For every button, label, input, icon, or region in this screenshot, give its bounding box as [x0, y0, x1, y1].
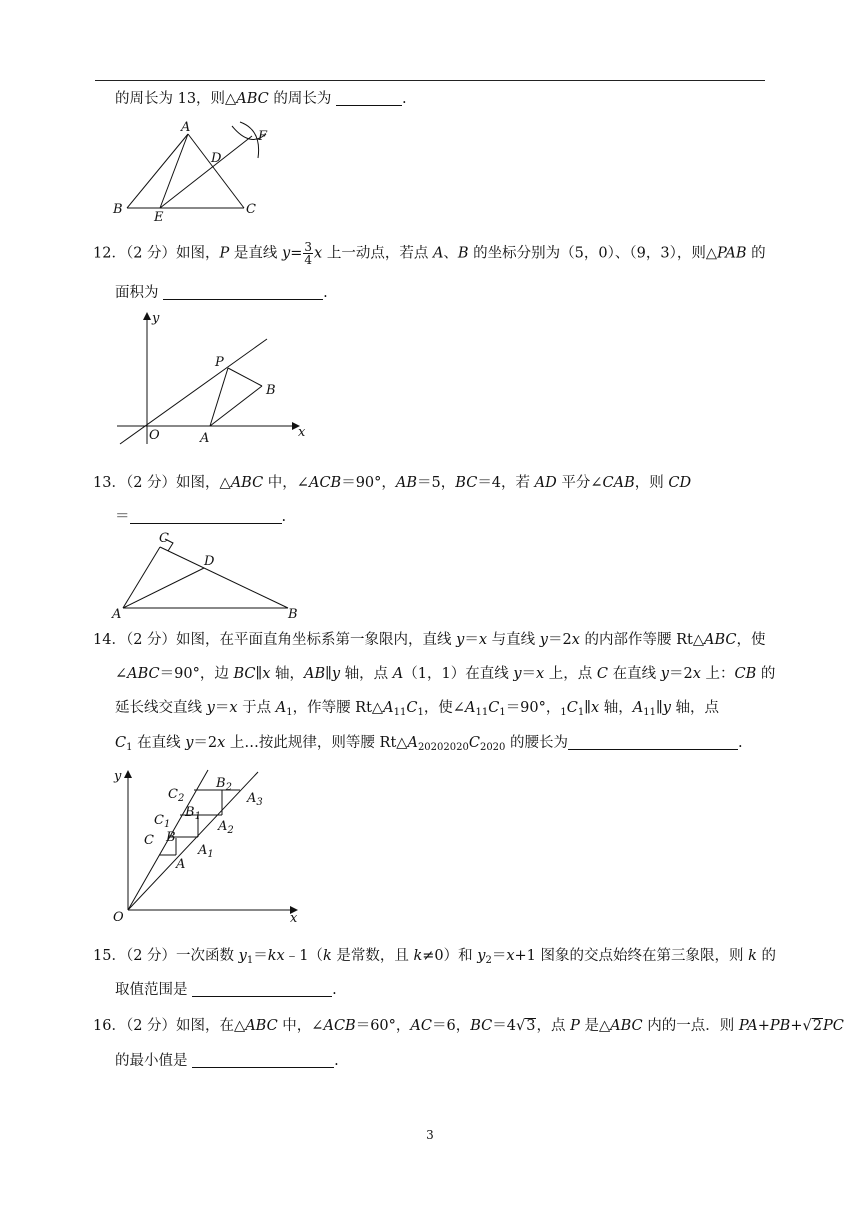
q14-number: 14． — [93, 632, 126, 648]
q11-text: 的周长为 13，则△ — [115, 91, 237, 107]
fig12-label-y: y — [152, 311, 160, 326]
fig14-label-c: C — [144, 833, 154, 848]
q12-score: （2 分） — [125, 245, 177, 262]
figure-q12 — [112, 306, 312, 446]
fig14-label-c2: $C_2$ — [168, 787, 185, 804]
q16-line2: 的最小值是 . — [115, 1053, 339, 1069]
q14-line3: 延长线交直线 y＝x 于点 $A_1$，作等腰 $Rt\triangle A_{11}C_1$，使$\angle A_{11}C_1=90^\circ$，$_1C_1\parallel x$ 轴，$A_{11}\parallel y$ 轴，点 — [115, 700, 719, 718]
q16-sqrt3: 3 — [526, 1018, 536, 1034]
fig14-label-b: B — [166, 830, 176, 845]
fig11-label-f: F — [258, 129, 268, 144]
q15-line2: 取值范围是 . — [115, 982, 337, 998]
q16-line1: 16．（2 分）如图，在△ABC 中，∠ACB＝60°，AC＝6，BC＝4√3，点 P 是△ABC 内的一点．则 PA+PB+√2PC — [93, 1018, 844, 1034]
fig14-label-x: x — [290, 911, 298, 926]
q13-answer-blank[interactable] — [130, 509, 282, 524]
fig12-segment-pa — [210, 368, 228, 426]
fig13-side-cb — [160, 547, 288, 608]
fig12-label-o: O — [149, 428, 160, 443]
fig13-label-a: A — [112, 607, 122, 622]
fig13-label-d: D — [204, 554, 215, 569]
q12-line1: 12．（2 分）如图，P 是直线 y= $\frac{3}{4}$ x 上一动点，若点 A、B 的坐标分别为（5，0）、（9，3），则△PAB 的 — [93, 240, 766, 267]
fig14-label-b2: $B_2$ — [216, 776, 232, 793]
q16-answer-blank[interactable] — [192, 1053, 334, 1068]
fig14-label-y: y — [114, 769, 122, 784]
q11-tail-line: 的周长为 13，则△ABC 的周长为 . — [115, 91, 407, 107]
fig11-label-d: D — [211, 151, 222, 166]
q16-number: 16． — [93, 1018, 126, 1034]
fig14-label-c1: $C_1$ — [154, 813, 171, 830]
fig11-side-ac — [188, 134, 244, 208]
fig13-label-b: B — [288, 607, 298, 622]
fig14-label-a: A — [176, 857, 186, 872]
q12-number: 12． — [93, 245, 126, 262]
q14-line2: ∠ABC＝90°，边 BC∥x 轴，AB∥y 轴，点 A（1，1）在直线 y＝x 上，点 C 在直线 y＝2x 上：CB 的 — [115, 666, 776, 682]
figure-q14 — [108, 762, 308, 930]
fig12-label-b: B — [266, 383, 276, 398]
q14-line1: 14．（2 分）如图，在平面直角坐标系第一象限内，直线 y＝x 与直线 y＝2x 的内部作等腰 Rt△ABC，使 — [93, 632, 766, 648]
fig11-label-b: B — [113, 202, 123, 217]
q12-answer-blank[interactable] — [163, 285, 323, 300]
q11-abc: ABC — [236, 91, 269, 107]
fig13-label-c: C — [159, 531, 169, 546]
figure-q13 — [108, 530, 308, 622]
q16-score: （2 分） — [125, 1018, 177, 1034]
fig11-side-ab — [127, 134, 188, 208]
fig11-label-e: E — [154, 210, 164, 225]
fig12-label-a: A — [200, 431, 210, 446]
fig12-line-y34x — [120, 339, 267, 444]
q12-fraction: $\frac{3}{4}$ — [304, 240, 313, 267]
fig12-label-x: x — [298, 425, 306, 440]
fig14-label-o: O — [113, 910, 124, 925]
q14-line4: $C_1$ 在直线 y＝2x 上…按此规律，则等腰 $Rt\triangle A_{20202020}C_{2020}$ 的腰长为 . — [115, 735, 743, 753]
q12-line2: 面积为 . — [115, 285, 328, 301]
page-number: 3 — [426, 1128, 434, 1142]
fig11-arc-lower — [240, 122, 259, 158]
fig14-label-a1: $A_1$ — [198, 843, 214, 860]
fig12-segment-ab — [210, 386, 262, 426]
q13-line1: 13．（2 分）如图，△ABC 中，∠ACB＝90°，AB＝5，BC＝4，若 AD 平分∠CAB，则 CD — [93, 475, 692, 491]
fig11-label-c: C — [246, 202, 256, 217]
q13-score: （2 分） — [125, 475, 177, 491]
q16-sqrt2: 2 — [812, 1018, 822, 1034]
fig12-segment-pb — [228, 368, 262, 386]
fig11-label-a: A — [181, 120, 191, 135]
fig14-label-a2: $A_2$ — [218, 819, 234, 836]
fig14-label-b1: $B_1$ — [185, 805, 201, 822]
fig12-label-p: P — [215, 355, 224, 370]
q14-answer-blank[interactable] — [568, 735, 738, 750]
q11-text2: 的周长为 — [268, 91, 332, 107]
header-rule — [95, 80, 765, 81]
q15-score: （2 分） — [125, 948, 177, 964]
q13-line2: ＝ . — [115, 509, 287, 525]
q11-answer-blank[interactable] — [336, 91, 402, 106]
q15-answer-blank[interactable] — [192, 982, 332, 997]
q15-number: 15． — [93, 948, 126, 964]
figure-q11 — [110, 118, 280, 228]
q13-number: 13． — [93, 475, 126, 491]
fig14-label-a3: $A_3$ — [247, 791, 263, 808]
q14-score: （2 分） — [125, 632, 177, 648]
q15-line1: 15．（2 分）一次函数 $y_1=kx﹣1(k$ 是常数，且 k≠0）和 $y_2=x+1$ 图象的交点始终在第三象限，则 k 的 — [93, 948, 776, 966]
